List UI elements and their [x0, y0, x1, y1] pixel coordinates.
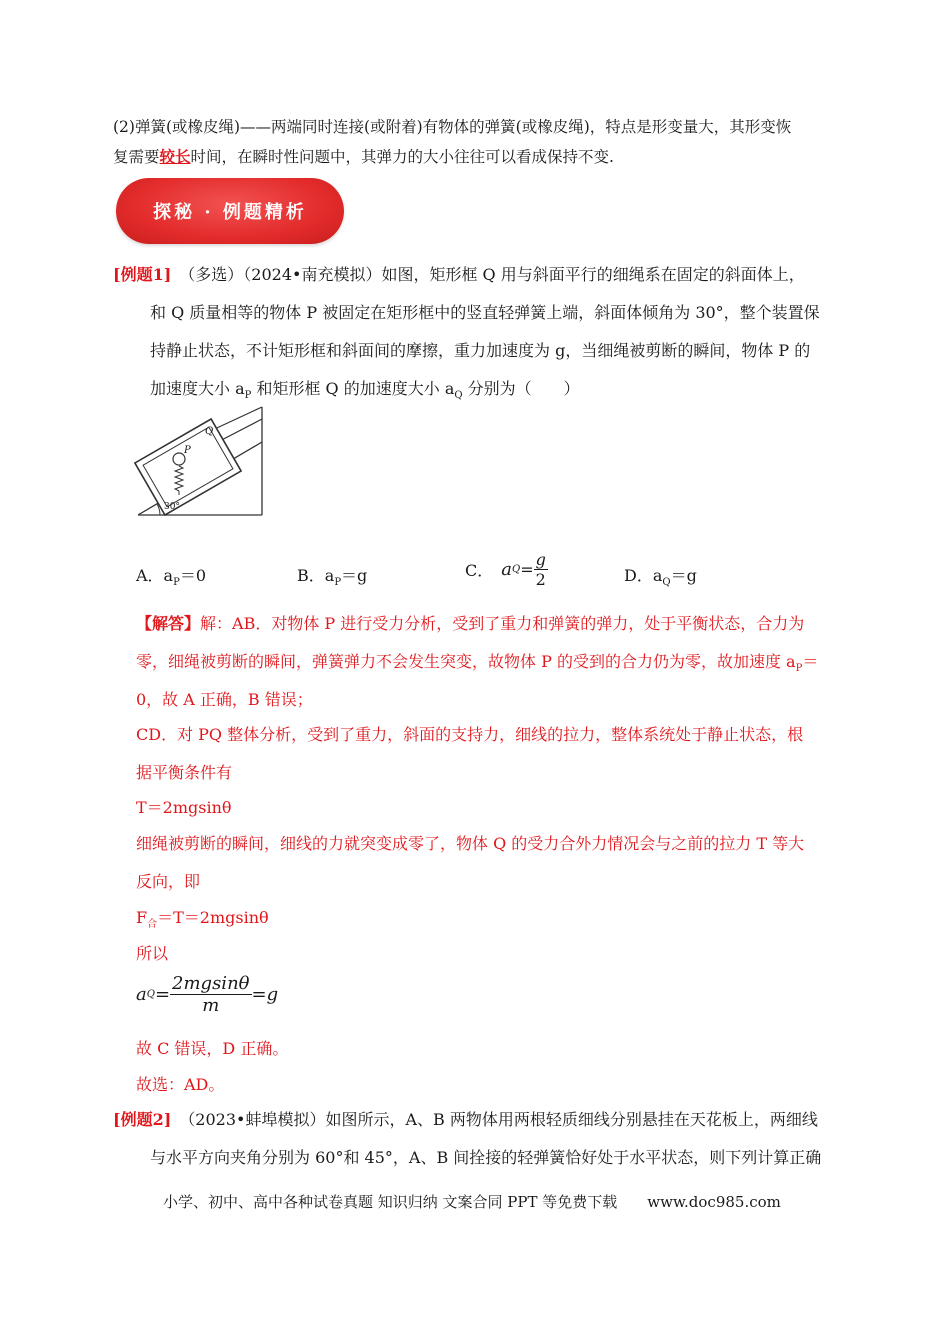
example1-label: [例题1] — [113, 265, 172, 284]
intro-line-1: (2)弹簧(或橡皮绳)——两端同时连接(或附着)有物体的弹簧(或橡皮绳)，特点是形变量大，其形变恢 — [113, 118, 792, 136]
subscript: P — [795, 663, 803, 675]
answer-line-7: 细绳被剪断的瞬间，细线的力就突变成零了，物体 Q 的受力合外力情况会与之前的拉力 T 等大 — [136, 834, 805, 853]
incline-figure — [128, 405, 268, 520]
subscript: P — [173, 577, 180, 589]
numerator: g — [535, 550, 546, 569]
option-c[interactable] — [465, 550, 548, 589]
figure-label-q: Q — [205, 426, 214, 437]
example1-line-4 — [150, 376, 580, 401]
text-part: ＝ — [802, 652, 819, 671]
text-part: A．a — [136, 566, 174, 585]
section-banner: 探秘 · 例题精析 — [116, 178, 344, 244]
intro-line-2 — [113, 145, 614, 167]
text-part: =g — [251, 984, 279, 1005]
answer-line-1 — [136, 611, 804, 634]
text-part: = — [154, 984, 171, 1005]
option-d[interactable] — [624, 563, 697, 588]
answer-line-10: 所以 — [136, 944, 169, 963]
denominator: m — [202, 995, 220, 1016]
example1-line-2: 和 Q 质量相等的物体 P 被固定在矩形框中的竖直轻弹簧上端，斜面体倾角为 30°，整个装置保 — [150, 303, 820, 322]
figure-label-p: P — [184, 445, 191, 456]
answer-line-2 — [136, 649, 818, 674]
example1-line-1 — [113, 262, 805, 285]
answer-equation — [136, 973, 278, 1016]
subscript: Q — [146, 989, 155, 1000]
intro-line-2-pre: 复需要 — [113, 148, 160, 166]
text-part: = — [520, 560, 534, 579]
answer-line-9 — [136, 905, 269, 930]
footer — [163, 1191, 781, 1212]
intro-line-2-post: 时间，在瞬时性问题中，其弹力的大小往往可以看成保持不变. — [190, 148, 614, 166]
subscript: Q — [511, 564, 521, 575]
text-part: 分别为（ ） — [462, 379, 580, 398]
answer-line-3: 0，故 A 正确，B 错误； — [136, 690, 313, 709]
subscript: 合 — [147, 919, 158, 931]
text-part: ＝0 — [179, 566, 207, 585]
emphasis-text: 较长 — [159, 147, 191, 166]
numerator: 2mgsinθ — [172, 973, 250, 994]
option-a[interactable] — [136, 563, 206, 588]
figure-angle-label: 30° — [164, 502, 180, 512]
text-part: ＝g — [670, 566, 697, 585]
text-part: F — [136, 908, 148, 927]
answer-label: 【解答】 — [136, 614, 201, 633]
subscript: Q — [454, 390, 463, 402]
answer-line-6: T＝2mgsinθ — [136, 798, 232, 817]
text-part: 零，细绳被剪断的瞬间，弹簧弹力不会发生突变，故物体 P 的受到的合力仍为零，故加速度 a — [136, 652, 796, 671]
answer-line-4: CD．对 PQ 整体分析，受到了重力，斜面的支持力，细线的拉力，整体系统处于静止状态，根 — [136, 725, 804, 744]
text-part: C． — [465, 561, 494, 580]
fraction — [170, 973, 251, 1016]
example2-line-2: 与水平方向夹角分别为 60°和 45°，A、B 间拴接的轻弹簧恰好处于水平状态，则下列计算正确 — [150, 1148, 822, 1167]
text-part: ＝g — [341, 566, 368, 585]
text-part: D．a — [624, 566, 663, 585]
example1-line-3: 持静止状态，不计矩形框和斜面间的摩擦，重力加速度为 g，当细绳被剪断的瞬间，物体 P 的 — [150, 341, 811, 360]
footer-text: 小学、初中、高中各种试卷真题 知识归纳 文案合同 PPT 等免费下载 — [163, 1193, 618, 1211]
answer-line-11: 故 C 错误，D 正确。 — [136, 1039, 289, 1058]
answer-line-5: 据平衡条件有 — [136, 763, 233, 782]
answer-line-8: 反向，即 — [136, 872, 201, 891]
footer-link[interactable]: www.doc985.com — [647, 1193, 781, 1211]
option-b[interactable] — [297, 563, 367, 588]
example2-text-1: （2023•蚌埠模拟）如图所示，A、B 两物体用两根轻质细线分别悬挂在天花板上，两细线 — [187, 1110, 818, 1129]
text-part: 解：AB．对物体 P 进行受力分析，受到了重力和弹簧的弹力，处于平衡状态，合力为 — [200, 614, 805, 633]
subscript: Q — [662, 577, 671, 589]
answer-line-12: 故选：AD。 — [136, 1075, 225, 1094]
text-part: ＝T＝2mgsinθ — [157, 908, 269, 927]
denominator: 2 — [535, 570, 546, 589]
example2-label: [例题2] — [113, 1110, 172, 1129]
math-var: a — [501, 559, 512, 580]
example1-text-1: （多选）（2024•南充模拟）如图，矩形框 Q 用与斜面平行的细绳系在固定的斜面体上， — [187, 265, 805, 284]
subscript: P — [334, 577, 342, 589]
fraction — [534, 550, 548, 589]
text-part: B．a — [297, 566, 335, 585]
text-part: 加速度大小 a — [150, 379, 245, 398]
example2-line-1 — [113, 1107, 818, 1130]
math-var: a — [136, 984, 147, 1005]
subscript: P — [244, 390, 252, 402]
text-part: 和矩形框 Q 的加速度大小 a — [251, 379, 455, 398]
